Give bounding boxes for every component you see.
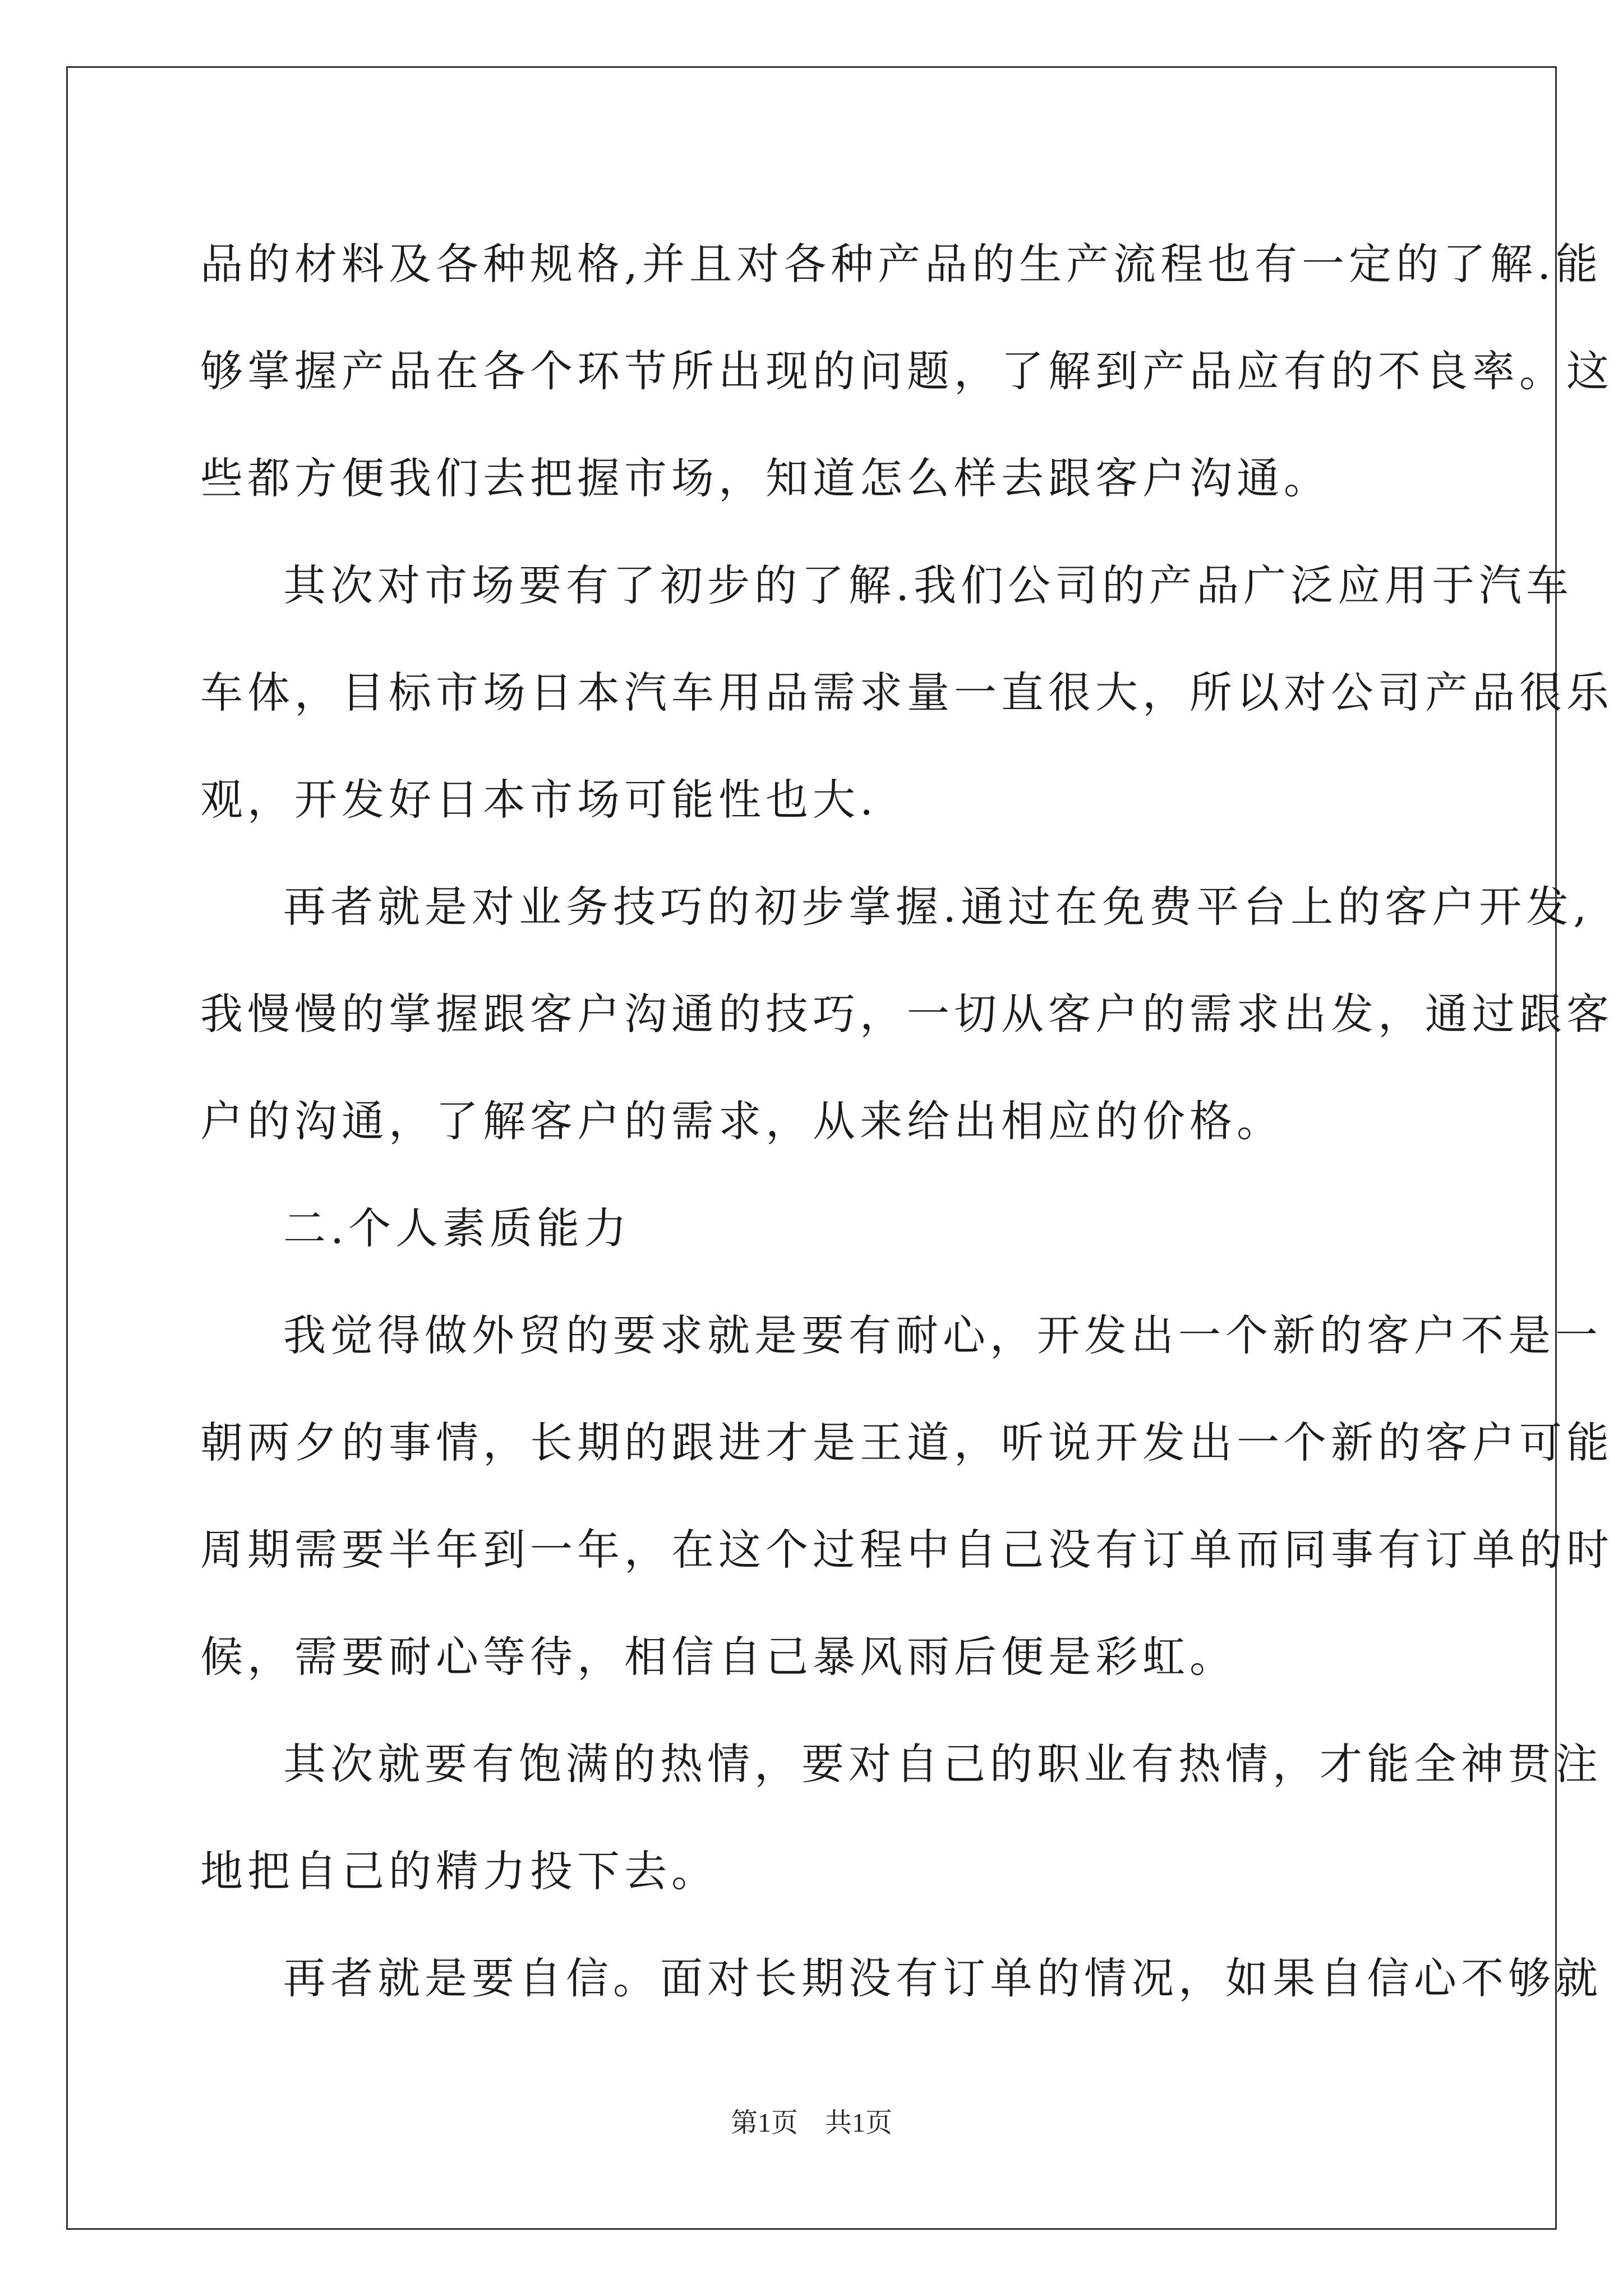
text-line: 再者就是要自信。面对长期没有订单的情况，如果自信心不够就 (283, 1953, 1602, 2003)
text-line: 些都方便我们去把握市场，知道怎么样去跟客户沟通。 (200, 453, 1331, 503)
text-line: 我觉得做外贸的要求就是要有耐心，开发出一个新的客户不是一 (283, 1310, 1602, 1360)
text-line: 再者就是对业务技巧的初步掌握.通过在免费平台上的客户开发, (283, 882, 1592, 932)
text-line: 地把自己的精力投下去。 (200, 1846, 718, 1896)
text-line: 车体，目标市场日本汽车用品需求量一直很大，所以对公司产品很乐 (200, 668, 1613, 717)
text-line: 周期需要半年到一年，在这个过程中自己没有订单而同事有订单的时 (200, 1525, 1613, 1575)
text-line: 候，需要耐心等待，相信自己暴风雨后便是彩虹。 (200, 1632, 1237, 1682)
page-number-footer: 第1页 共1页 (730, 2108, 892, 2138)
section-heading: 二.个人素质能力 (283, 1203, 631, 1253)
text-line: 观，开发好日本市场可能性也大. (200, 775, 878, 825)
text-line: 户的沟通，了解客户的需求，从来给出相应的价格。 (200, 1096, 1284, 1146)
text-line: 其次对市场要有了初步的了解.我们公司的产品广泛应用于汽车 (283, 560, 1574, 610)
text-line: 品的材料及各种规格,并且对各种产品的生产流程也有一定的了解.能 (200, 239, 1603, 289)
text-line: 其次就要有饱满的热情，要对自己的职业有热情，才能全神贯注 (283, 1739, 1602, 1789)
text-line: 我慢慢的掌握跟客户沟通的技巧，一切从客户的需求出发，通过跟客 (200, 989, 1613, 1039)
document-body (200, 210, 1613, 2032)
text-line: 朝两夕的事情，长期的跟进才是王道，听说开发出一个新的客户可能 (200, 1418, 1613, 1467)
text-line: 够掌握产品在各个环节所出现的问题，了解到产品应有的不良率。这 (200, 346, 1613, 396)
